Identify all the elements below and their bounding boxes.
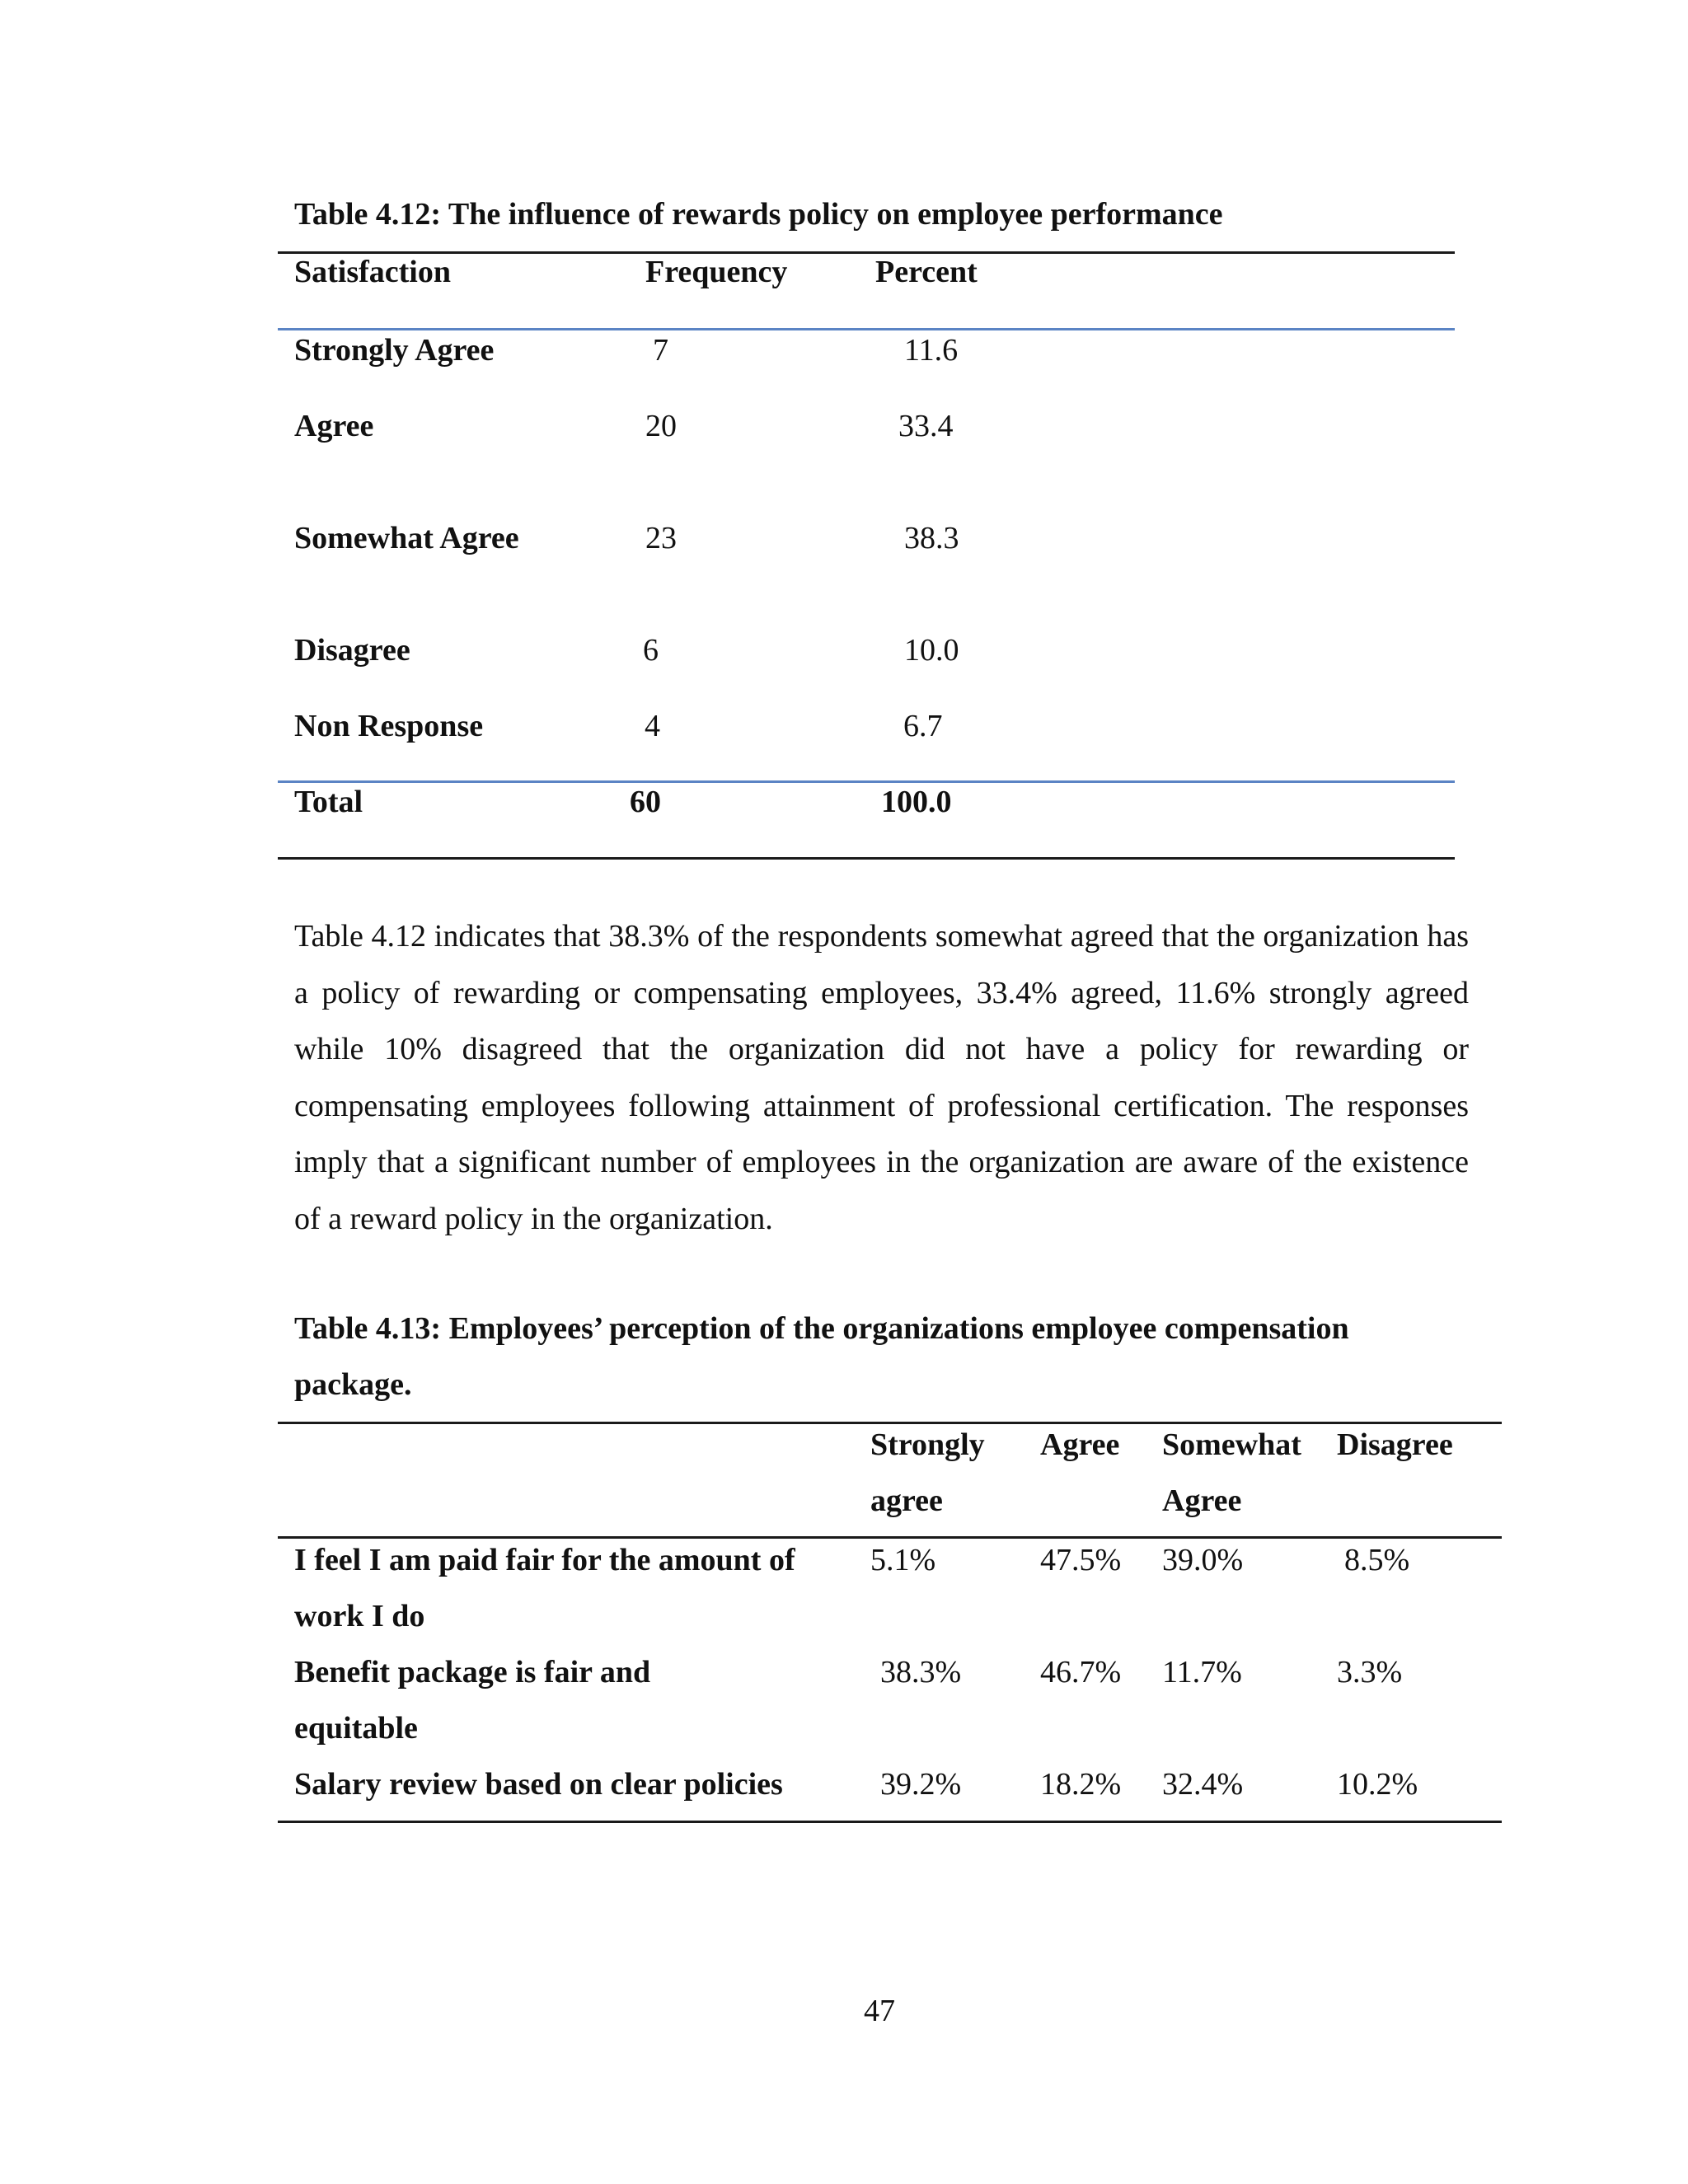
table-4-12-row-percent: 38.3 [904, 521, 959, 555]
table-4-12-total-frequency: 60 [630, 785, 661, 819]
table-4-13-caption: Table 4.13: Employees’ perception of the organizations employee compensation [294, 1311, 1349, 1346]
table-4-13-header-somewhat-agree: Somewhat [1162, 1427, 1301, 1462]
table-4-13-cell-agree: 18.2% [1040, 1767, 1122, 1802]
table-4-12-header-frequency: Frequency [645, 255, 788, 289]
table-4-12-row-label: Strongly Agree [294, 333, 495, 368]
table-4-13-cell-strongly-agree: 39.2% [880, 1767, 962, 1802]
table-4-13-caption-cont: package. [294, 1367, 412, 1402]
table-4-13-header-agree: Agree [1040, 1427, 1120, 1462]
table-4-13-row-label: Salary review based on clear policies [294, 1767, 783, 1802]
table-4-13-cell-agree: 46.7% [1040, 1655, 1122, 1690]
table-4-12-row-label: Non Response [294, 709, 484, 743]
table-4-12-row-label: Agree [294, 409, 374, 443]
table-4-12-header-satisfaction: Satisfaction [294, 255, 451, 289]
table-4-13-cell-somewhat-agree: 11.7% [1162, 1655, 1242, 1690]
table-4-13-header-rule [278, 1536, 1502, 1539]
table-4-12-row-frequency: 23 [645, 521, 677, 555]
table-4-13-top-rule [278, 1422, 1502, 1424]
table-4-12-row-frequency: 4 [645, 709, 660, 743]
table-4-12-top-rule [278, 251, 1455, 254]
table-4-13-header-disagree: Disagree [1337, 1427, 1453, 1462]
table-4-13-row-label: Benefit package is fair and [294, 1655, 651, 1690]
table-4-13-cell-disagree: 3.3% [1337, 1655, 1403, 1690]
table-4-13-header-somewhat-agree-cont: Agree [1162, 1483, 1242, 1518]
table-4-13-cell-strongly-agree: 38.3% [880, 1655, 962, 1690]
table-4-12-row-frequency: 20 [645, 409, 677, 443]
page-number: 47 [864, 1994, 895, 2028]
table-4-13-cell-agree: 47.5% [1040, 1543, 1122, 1577]
table-4-13-cell-somewhat-agree: 32.4% [1162, 1767, 1244, 1802]
table-4-13-bottom-rule [278, 1821, 1502, 1823]
table-4-12-total-rule [278, 780, 1455, 783]
table-4-12-row-frequency: 6 [643, 633, 659, 668]
table-4-12-row-label: Somewhat Agree [294, 521, 519, 555]
table-4-13-row-label-cont: work I do [294, 1599, 425, 1633]
table-4-12-header-percent: Percent [875, 255, 978, 289]
table-4-13-cell-strongly-agree: 5.1% [870, 1543, 936, 1577]
table-4-12-row-percent: 11.6 [904, 333, 959, 368]
table-4-12-total-percent: 100.0 [881, 785, 952, 819]
table-4-13-cell-disagree: 10.2% [1337, 1767, 1418, 1802]
table-4-13-header-strongly-agree-cont: agree [870, 1483, 943, 1518]
table-4-12-row-frequency: 7 [653, 333, 668, 368]
table-4-13-header-strongly-agree: Strongly [870, 1427, 985, 1462]
table-4-12-caption: Table 4.12: The influence of rewards policy on employee performance [294, 197, 1223, 232]
table-4-13-cell-disagree: 8.5% [1344, 1543, 1410, 1577]
table-4-13-row-label-cont: equitable [294, 1711, 418, 1746]
table-4-13-row-label: I feel I am paid fair for the amount of [294, 1543, 795, 1577]
table-4-12-row-percent: 33.4 [898, 409, 954, 443]
table-4-12-bottom-rule [278, 857, 1455, 860]
table-4-13-cell-somewhat-agree: 39.0% [1162, 1543, 1244, 1577]
table-4-12-header-rule [278, 328, 1455, 330]
body-paragraph: Table 4.12 indicates that 38.3% of the respondents somewhat agreed that the organization has a policy of rewarding or compensating employees, 33.4% agreed, 11.6% strongly agreed while 10% disagreed that the organization did not have a policy for rewarding or compensating employees following attainment of professional certification. The responses imply that a significant number of employees in the organization are aware of the existence of a reward policy in the organization. [294, 919, 1469, 1236]
table-4-12-row-label: Disagree [294, 633, 410, 668]
table-4-12-total-label: Total [294, 785, 363, 819]
table-4-12-row-percent: 6.7 [903, 709, 943, 743]
table-4-12-row-percent: 10.0 [904, 633, 959, 668]
